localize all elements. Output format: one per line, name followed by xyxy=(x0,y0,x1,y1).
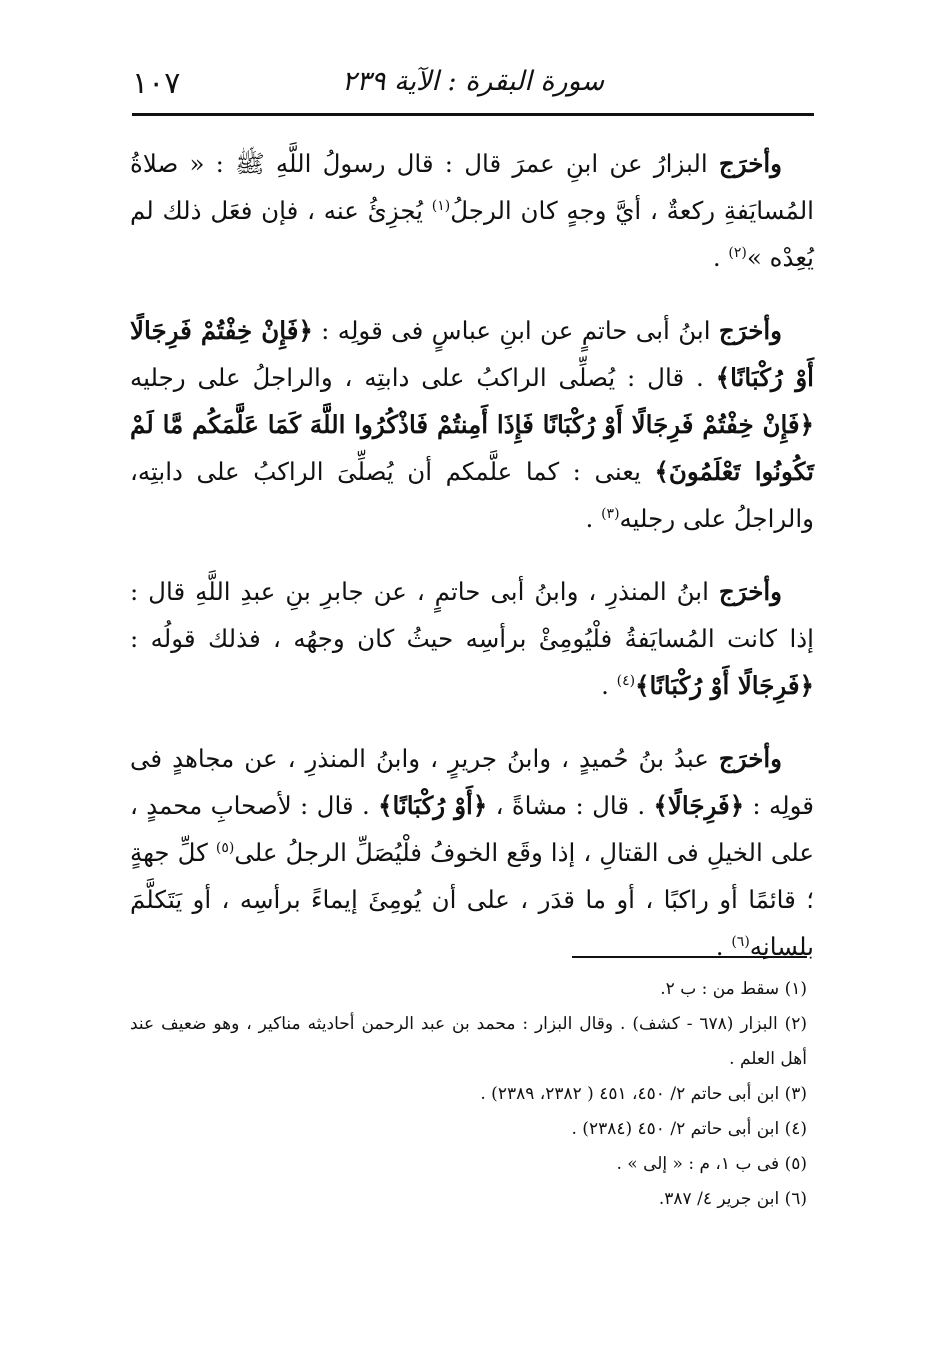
main-text xyxy=(130,140,814,996)
paragraph-lead: وأخرَج xyxy=(718,316,783,345)
footnote-ref[interactable]: (٥) xyxy=(215,839,235,856)
paragraph-2 xyxy=(130,307,814,542)
quran-verse: ﴿فَإِنْ خِفْتُمْ فَرِجَالًا أَوْ رُكْبَانًا فَإِذَا أَمِنتُمْ فَاذْكُرُوا اللَّهَ كَمَا عَلَّمَكُم مَّا لَمْ تَكُونُوا تَعْلَمُونَ﴾ xyxy=(130,410,814,486)
paragraph-text: . قال : مشاةً ، xyxy=(487,791,654,820)
footnote-ref[interactable]: (٤) xyxy=(616,672,636,689)
paragraph-lead: وأخرَج xyxy=(718,149,782,178)
paragraph-text: يُجزِئُ عنه ، فإن فعَل ذلك لم يُعِدْه » xyxy=(130,196,814,272)
header-rule xyxy=(132,113,814,116)
paragraph-end: . xyxy=(585,504,602,533)
paragraph-text: كلِّ جهةٍ ؛ قائمًا أو راكبًا ، أو ما قدَر ، على أن يُومِئَ إيماءً برأسِه ، أو يَتَكلَّمَ بلسانِه xyxy=(130,838,814,961)
footnote-3: (٣) ابن أبى حاتم ٢/ ٤٥٠، ٤٥١ ( ٢٣٨٢، ٢٣٨٩) . xyxy=(480,1084,807,1104)
paragraph-4 xyxy=(130,735,814,970)
footnote-5: (٥) فى ب ١، م : « إلى » . xyxy=(616,1154,807,1174)
running-title: سورة البقرة : الآية ٢٣٩ xyxy=(341,66,605,97)
paragraph-1 xyxy=(130,140,814,281)
footnote-4: (٤) ابن أبى حاتم ٢/ ٤٥٠ (٢٣٨٤) . xyxy=(571,1119,807,1139)
paragraph-end: . xyxy=(601,671,617,700)
quran-verse: ﴿أَوْ رُكْبَانًا﴾ xyxy=(378,791,488,820)
page-number: ١٠٧ xyxy=(132,66,181,101)
paragraph-3 xyxy=(130,568,814,709)
footnote-separator xyxy=(572,956,807,958)
page-header xyxy=(132,58,814,116)
quran-verse: ﴿فَرِجَالًا أَوْ رُكْبَانًا﴾ xyxy=(635,671,814,700)
quran-verse: ﴿فَرِجَالًا﴾ xyxy=(653,791,745,820)
footnote-1: (١) سقط من : ب ٢. xyxy=(660,979,807,999)
footnotes xyxy=(130,972,807,1217)
paragraph-lead: وأخرَج xyxy=(718,744,782,773)
footnote-6: (٦) ابن جرير ٤/ ٣٨٧. xyxy=(658,1189,807,1209)
footnote-ref[interactable]: (٢) xyxy=(728,244,747,261)
paragraph-text: . قال : يُصلِّى الراكبُ على دابتِه ، والراجلُ على رجليه xyxy=(130,363,716,392)
paragraph-text: عبدُ بنُ حُميدٍ ، وابنُ جريرٍ ، وابنُ المنذرِ ، عن مجاهدٍ فى قولِه : xyxy=(130,744,815,820)
paragraph-text: البزارُ عن ابنِ عمرَ قال : قال رسولُ اللَّهِ ﷺ : « صلاةُ المُسايَفةِ ركعةٌ ، أيَّ وجهٍ كان الرجلُ xyxy=(130,149,814,225)
quran-verse: ﴿فَإِنْ خِفْتُمْ فَرِجَالًا أَوْ رُكْبَانًا﴾ xyxy=(130,316,814,392)
paragraph-text: . قال : لأصحابِ محمدٍ ، على الخيلِ فى القتالِ ، إذا وقَع الخوفُ فلْيُصَلِّ الرجلُ على xyxy=(130,791,814,867)
paragraph-text: يعنى : كما علَّمكم أن يُصلِّىَ الراكبُ على دابتِه، والراجلُ على رجليه xyxy=(130,457,814,533)
paragraph-text: ابنُ المنذرِ ، وابنُ أبى حاتمٍ ، عن جابرِ بنِ عبدِ اللَّهِ قال : إذا كانت المُسايَفةُ فلْيُومِئْ برأسِه حيثُ كان وجهُه ، فذلك قولُه : xyxy=(130,577,814,653)
paragraph-end: . xyxy=(715,932,732,961)
footnote-2: (٢) البزار (٦٧٨ - كشف) . وقال البزار : محمد بن عبد الرحمن أحاديثه مناكير ، وهو ضعيف عند أهل العلم . xyxy=(130,1014,808,1069)
paragraph-lead: وأخرَج xyxy=(718,577,782,606)
footnote-ref[interactable]: (٦) xyxy=(731,933,750,950)
footnote-ref[interactable]: (١) xyxy=(431,197,451,214)
paragraph-text: ابنُ أبى حاتمٍ عن ابنِ عباسٍ فى قولِه : xyxy=(312,316,719,345)
paragraph-end: . xyxy=(712,243,729,272)
footnote-ref[interactable]: (٣) xyxy=(601,505,620,522)
